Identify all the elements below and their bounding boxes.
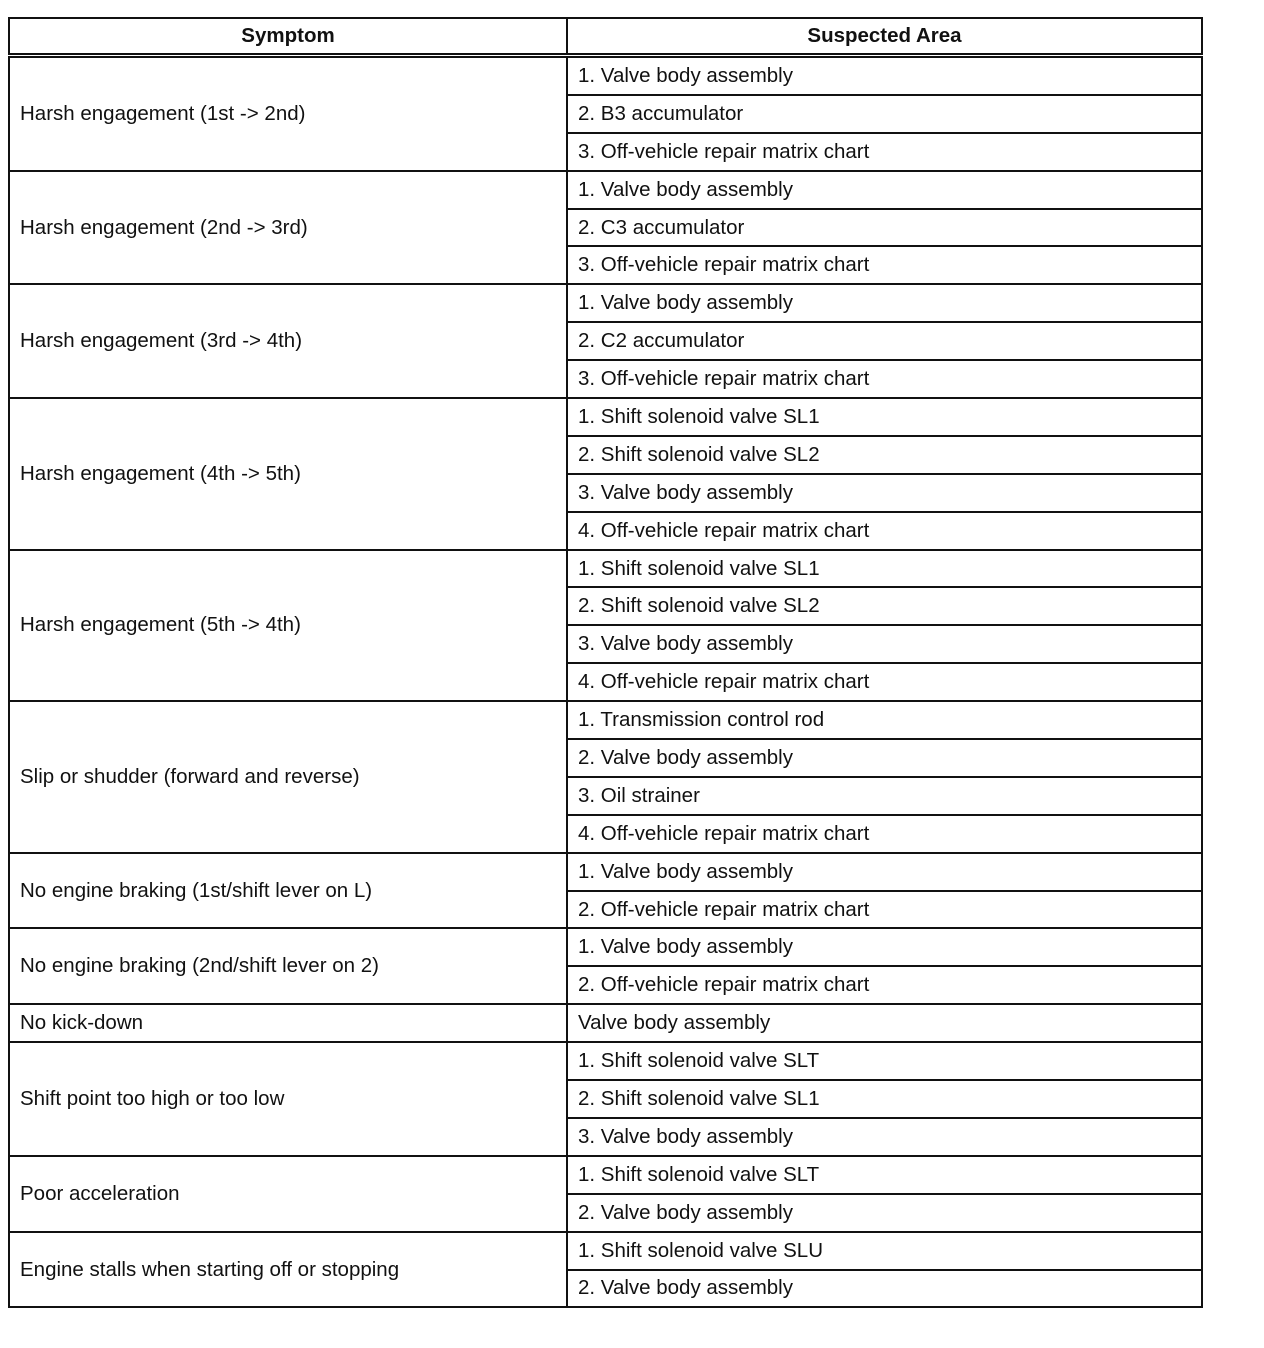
table-row: [9, 398, 1202, 436]
suspected-area-cell: 1. Valve body assembly: [567, 171, 1202, 209]
suspected-area-cell: 3. Off-vehicle repair matrix chart: [567, 246, 1202, 284]
suspected-area-cell: 2. Valve body assembly: [567, 1270, 1202, 1308]
suspected-area-cell: 4. Off-vehicle repair matrix chart: [567, 815, 1202, 853]
symptom-cell: Engine stalls when starting off or stopping: [9, 1232, 567, 1308]
table-row: [9, 701, 1202, 739]
suspected-area-cell: 2. Off-vehicle repair matrix chart: [567, 891, 1202, 929]
table-row: [9, 928, 1202, 966]
suspected-area-cell: Valve body assembly: [567, 1004, 1202, 1042]
suspected-area-cell: 2. Shift solenoid valve SL1: [567, 1080, 1202, 1118]
suspected-area-cell: 3. Off-vehicle repair matrix chart: [567, 360, 1202, 398]
suspected-area-cell: 1. Transmission control rod: [567, 701, 1202, 739]
table-row: [9, 1042, 1202, 1080]
suspected-area-cell: 3. Off-vehicle repair matrix chart: [567, 133, 1202, 171]
suspected-area-cell: 3. Valve body assembly: [567, 474, 1202, 512]
table-row: [9, 1156, 1202, 1194]
table-row: [9, 853, 1202, 891]
suspected-area-cell: 2. Off-vehicle repair matrix chart: [567, 966, 1202, 1004]
suspected-area-cell: 1. Valve body assembly: [567, 284, 1202, 322]
table-row: [9, 171, 1202, 209]
symptom-cell: Harsh engagement (4th -> 5th): [9, 398, 567, 550]
suspected-area-cell: 3. Valve body assembly: [567, 625, 1202, 663]
symptom-cell: No engine braking (1st/shift lever on L): [9, 853, 567, 929]
symptom-cell: No kick-down: [9, 1004, 567, 1042]
table-row: [9, 56, 1202, 95]
symptom-cell: Harsh engagement (3rd -> 4th): [9, 284, 567, 398]
suspected-area-cell: 2. C3 accumulator: [567, 209, 1202, 247]
table-row: [9, 1004, 1202, 1042]
suspected-area-cell: 1. Shift solenoid valve SL1: [567, 398, 1202, 436]
suspected-area-cell: 1. Shift solenoid valve SLT: [567, 1042, 1202, 1080]
symptom-cell: Harsh engagement (2nd -> 3rd): [9, 171, 567, 285]
suspected-area-cell: 2. B3 accumulator: [567, 95, 1202, 133]
suspected-area-cell: 4. Off-vehicle repair matrix chart: [567, 512, 1202, 550]
symptom-cell: Harsh engagement (5th -> 4th): [9, 550, 567, 702]
suspected-area-cell: 1. Valve body assembly: [567, 56, 1202, 95]
header-symptom: Symptom: [9, 18, 567, 56]
symptom-cell: Shift point too high or too low: [9, 1042, 567, 1156]
suspected-area-cell: 2. Valve body assembly: [567, 1194, 1202, 1232]
symptom-table: [8, 17, 1203, 1308]
symptom-cell: No engine braking (2nd/shift lever on 2): [9, 928, 567, 1004]
suspected-area-cell: 2. Valve body assembly: [567, 739, 1202, 777]
suspected-area-cell: 1. Shift solenoid valve SL1: [567, 550, 1202, 588]
table-row: [9, 284, 1202, 322]
symptom-cell: Slip or shudder (forward and reverse): [9, 701, 567, 853]
table-row: [9, 1232, 1202, 1270]
suspected-area-cell: 2. Shift solenoid valve SL2: [567, 436, 1202, 474]
suspected-area-cell: 3. Valve body assembly: [567, 1118, 1202, 1156]
header-row: [9, 18, 1202, 56]
suspected-area-cell: 1. Valve body assembly: [567, 853, 1202, 891]
symptom-cell: Poor acceleration: [9, 1156, 567, 1232]
suspected-area-cell: 3. Oil strainer: [567, 777, 1202, 815]
suspected-area-cell: 4. Off-vehicle repair matrix chart: [567, 663, 1202, 701]
table-row: [9, 550, 1202, 588]
suspected-area-cell: 1. Shift solenoid valve SLU: [567, 1232, 1202, 1270]
suspected-area-cell: 2. C2 accumulator: [567, 322, 1202, 360]
suspected-area-cell: 1. Shift solenoid valve SLT: [567, 1156, 1202, 1194]
suspected-area-cell: 2. Shift solenoid valve SL2: [567, 587, 1202, 625]
suspected-area-cell: 1. Valve body assembly: [567, 928, 1202, 966]
table-body: [9, 56, 1202, 1308]
symptom-cell: Harsh engagement (1st -> 2nd): [9, 56, 567, 171]
header-suspected-area: Suspected Area: [567, 18, 1202, 56]
